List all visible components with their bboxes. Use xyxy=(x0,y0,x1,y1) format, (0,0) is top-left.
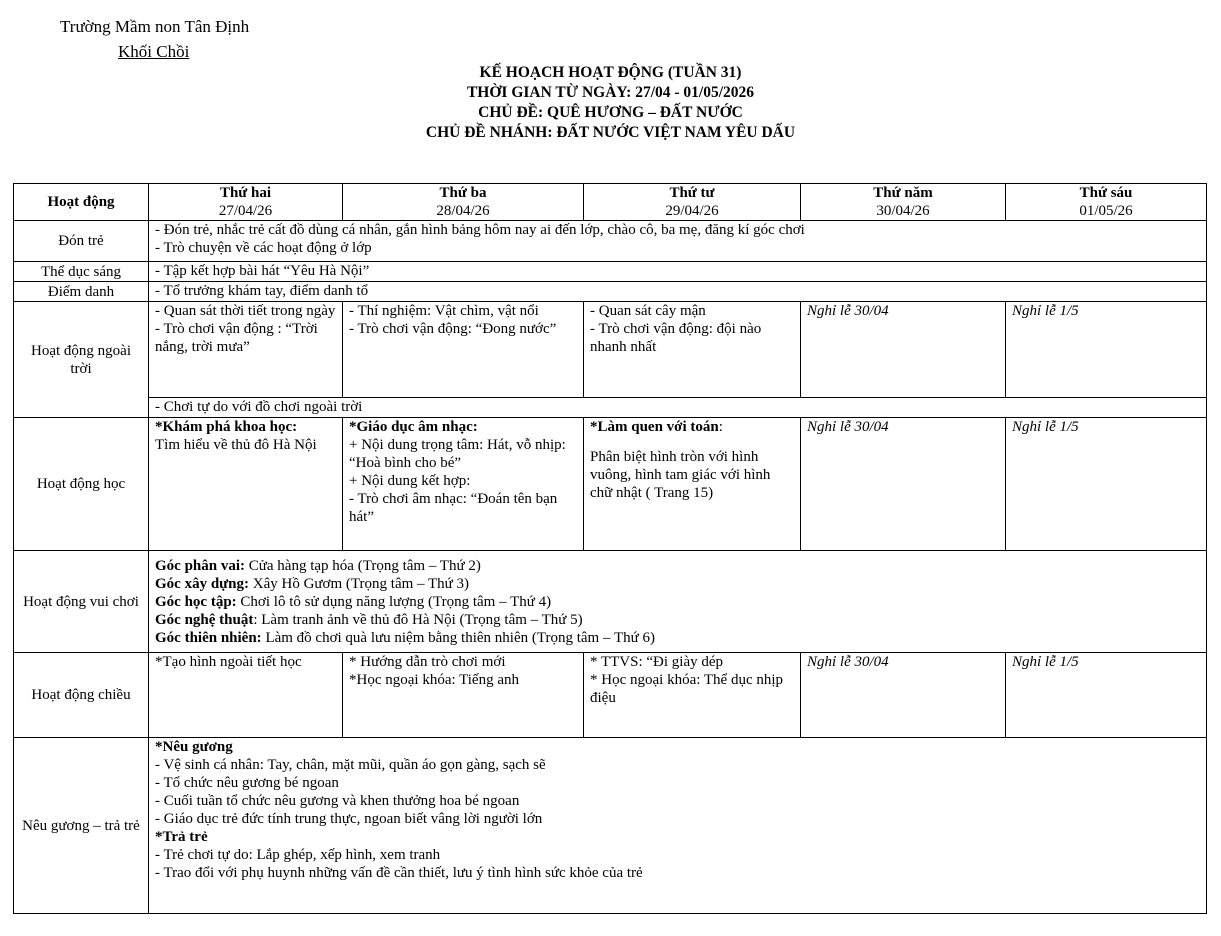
hoc-tue-line: + Nội dung kết hợp: xyxy=(349,473,471,489)
day-date: 30/04/26 xyxy=(876,203,930,219)
the-duc-content: - Tập kết hợp bài hát “Yêu Hà Nội” xyxy=(149,262,1207,282)
neu-guong-line: - Vệ sinh cá nhân: Tay, chân, mặt mũi, quần áo gọn gàng, sạch sẽ xyxy=(155,757,546,773)
vui-choi-item xyxy=(155,557,1200,575)
row-label-vui-choi: Hoạt động vui chơi xyxy=(14,551,149,653)
day-name: Thứ ba xyxy=(439,185,487,201)
chieu-wed xyxy=(584,653,801,738)
activity-plan-table xyxy=(13,183,1207,914)
chieu-tue xyxy=(343,653,584,738)
chieu-wed-line: * TTVS: “Đi giày dép xyxy=(590,654,724,670)
hoc-fri-holiday: Nghỉ lễ 1/5 xyxy=(1006,418,1207,551)
title-line-2: THỜI GIAN TỪ NGÀY: 27/04 - 01/05/2026 xyxy=(466,84,755,101)
row-label-the-duc: Thể dục sáng xyxy=(14,262,149,282)
row-vui-choi xyxy=(14,551,1207,653)
neu-guong-content xyxy=(149,738,1207,914)
neu-guong-title: *Nêu gương xyxy=(155,739,233,755)
ngoai-troi-wed-line: - Trò chơi vận động: đội nào nhanh nhất xyxy=(590,321,762,355)
hoc-wed xyxy=(584,418,801,551)
day-name: Thứ sáu xyxy=(1079,185,1133,201)
hoc-wed-text: Phân biệt hình tròn với hình vuông, hình tam giác với hình chữ nhật ( Trang 15) xyxy=(590,449,771,501)
vui-choi-key: Góc nghệ thuật xyxy=(155,611,254,628)
row-label-chieu: Hoạt động chiều xyxy=(14,653,149,738)
ngoai-troi-tue-line: - Thí nghiệm: Vật chìm, vật nổi xyxy=(349,303,539,319)
don-tre-line-2: - Trò chuyện về các hoạt động ở lớp xyxy=(155,240,372,256)
neu-guong-line: - Tổ chức nêu gương bé ngoan xyxy=(155,775,339,791)
day-name: Thứ năm xyxy=(873,185,933,201)
vui-choi-item xyxy=(155,611,1200,629)
hoc-wed-title: *Làm quen với toán xyxy=(590,419,719,435)
ngoai-troi-fri-holiday: Nghỉ lễ 1/5 xyxy=(1006,302,1207,398)
hoc-tue-title: *Giáo dục âm nhạc: xyxy=(349,419,478,435)
chieu-wed-line: * Học ngoại khóa: Thể dục nhịp điệu xyxy=(590,672,784,706)
vui-choi-value: Xây Hồ Gươm (Trọng tâm – Thứ 3) xyxy=(249,575,470,592)
ngoai-troi-mon-line: - Quan sát thời tiết trong ngày xyxy=(155,303,336,319)
day-header-tue xyxy=(343,184,584,221)
hoc-wed-colon: : xyxy=(718,419,723,435)
ngoai-troi-wed-line: - Quan sát cây mận xyxy=(590,303,706,319)
day-header-wed xyxy=(584,184,801,221)
row-chieu xyxy=(14,653,1207,738)
ngoai-troi-thu-holiday: Nghỉ lễ 30/04 xyxy=(801,302,1006,398)
ngoai-troi-mon xyxy=(149,302,343,398)
don-tre-content xyxy=(149,221,1207,262)
tra-tre-title: *Trả trẻ xyxy=(155,829,208,845)
row-neu-guong xyxy=(14,738,1207,914)
hoc-mon-text: Tìm hiểu về thủ đô Hà Nội xyxy=(155,437,317,453)
row-ngoai-troi xyxy=(14,302,1207,398)
day-header-fri xyxy=(1006,184,1207,221)
school-name: Trường Mầm non Tân Định xyxy=(60,17,250,36)
chieu-thu-holiday: Nghỉ lễ 30/04 xyxy=(801,653,1006,738)
day-date: 01/05/26 xyxy=(1079,203,1133,219)
vui-choi-key: Góc xây dựng: xyxy=(155,575,250,592)
ngoai-troi-mon-line: - Trò chơi vận động : “Trời nắng, trời mưa” xyxy=(155,321,318,355)
chieu-mon-line: *Tạo hình ngoài tiết học xyxy=(155,654,302,670)
plan-title xyxy=(0,63,1221,143)
header-row xyxy=(14,184,1207,221)
corner-header: Hoạt động xyxy=(14,184,149,221)
neu-guong-line: - Cuối tuần tổ chức nêu gương và khen thưởng hoa bé ngoan xyxy=(155,793,520,809)
title-line-1: KẾ HOẠCH HOẠT ĐỘNG (TUẦN 31) xyxy=(479,64,742,81)
day-date: 29/04/26 xyxy=(665,203,719,219)
day-header-thu xyxy=(801,184,1006,221)
vui-choi-key: Góc phân vai: xyxy=(155,557,246,574)
group-name: Khối Chồi xyxy=(118,42,190,61)
chieu-tue-line: * Hướng dẫn trò chơi mới xyxy=(349,654,506,670)
don-tre-line-1: - Đón trẻ, nhắc trẻ cất đồ dùng cá nhân, gắn hình bảng hôm nay ai đến lớp, chào cô, ba mẹ, đăng kí góc chơi xyxy=(155,222,805,238)
vui-choi-key: Góc thiên nhiên: xyxy=(155,629,262,646)
ngoai-troi-tue xyxy=(343,302,584,398)
row-don-tre xyxy=(14,221,1207,262)
row-label-ngoai-troi: Hoạt động ngoài trời xyxy=(14,302,149,418)
row-hoc xyxy=(14,418,1207,551)
hoc-mon xyxy=(149,418,343,551)
day-header-mon xyxy=(149,184,343,221)
tra-tre-line: - Trẻ chơi tự do: Lắp ghép, xếp hình, xem tranh xyxy=(155,847,441,863)
ngoai-troi-tue-line: - Trò chơi vận động: “Đong nước” xyxy=(349,321,557,337)
day-name: Thứ tư xyxy=(669,185,715,201)
hoc-tue-line: + Nội dung trọng tâm: Hát, vỗ nhịp: “Hoà bình cho bé” xyxy=(349,437,566,471)
row-label-don-tre: Đón trẻ xyxy=(14,221,149,262)
hoc-thu-holiday: Nghỉ lễ 30/04 xyxy=(801,418,1006,551)
title-line-4: CHỦ ĐỀ NHÁNH: ĐẤT NƯỚC VIỆT NAM YÊU DẤU xyxy=(425,124,796,141)
vui-choi-value: Cửa hàng tạp hóa (Trọng tâm – Thứ 2) xyxy=(245,557,481,574)
hoc-mon-title: *Khám phá khoa học: xyxy=(155,419,298,435)
vui-choi-item xyxy=(155,593,1200,611)
row-diem-danh xyxy=(14,282,1207,302)
vui-choi-value: Làm đồ chơi quà lưu niệm bằng thiên nhiên (Trọng tâm – Thứ 6) xyxy=(261,629,655,646)
day-date: 27/04/26 xyxy=(218,203,273,219)
chieu-mon xyxy=(149,653,343,738)
title-line-3: CHỦ ĐỀ: QUÊ HƯƠNG – ĐẤT NƯỚC xyxy=(478,104,743,121)
hoc-tue-line: - Trò chơi âm nhạc: “Đoán tên bạn hát” xyxy=(349,491,558,525)
day-date: 28/04/26 xyxy=(436,203,490,219)
tra-tre-line: - Trao đổi với phụ huynh những vấn đề cần thiết, lưu ý tình hình sức khỏe của trẻ xyxy=(155,865,643,881)
chieu-fri-holiday: Nghỉ lễ 1/5 xyxy=(1006,653,1207,738)
row-label-hoc: Hoạt động học xyxy=(14,418,149,551)
ngoai-troi-wed xyxy=(584,302,801,398)
vui-choi-value: : Làm tranh ảnh về thủ đô Hà Nội (Trọng tâm – Thứ 5) xyxy=(253,611,583,628)
ngoai-troi-free-play: - Chơi tự do với đồ chơi ngoài trời xyxy=(149,398,1207,418)
vui-choi-value: Chơi lô tô sử dụng năng lượng (Trọng tâm – Thứ 4) xyxy=(236,593,552,610)
vui-choi-item xyxy=(155,575,1200,593)
neu-guong-line: - Giáo dục trẻ đức tính trung thực, ngoan biết vâng lời người lớn xyxy=(155,811,543,827)
hoc-tue xyxy=(343,418,584,551)
row-the-duc xyxy=(14,262,1207,282)
vui-choi-key: Góc học tập: xyxy=(155,593,237,610)
row-label-neu-guong: Nêu gương – trả trẻ xyxy=(14,738,149,914)
chieu-tue-line: *Học ngoại khóa: Tiếng anh xyxy=(349,672,519,688)
row-label-diem-danh: Điểm danh xyxy=(14,282,149,302)
day-name: Thứ hai xyxy=(219,185,272,201)
vui-choi-item xyxy=(155,629,1200,647)
row-ngoai-troi-free xyxy=(14,398,1207,418)
diem-danh-content: - Tổ trưởng khám tay, điểm danh tổ xyxy=(149,282,1207,302)
vui-choi-content xyxy=(149,551,1207,653)
